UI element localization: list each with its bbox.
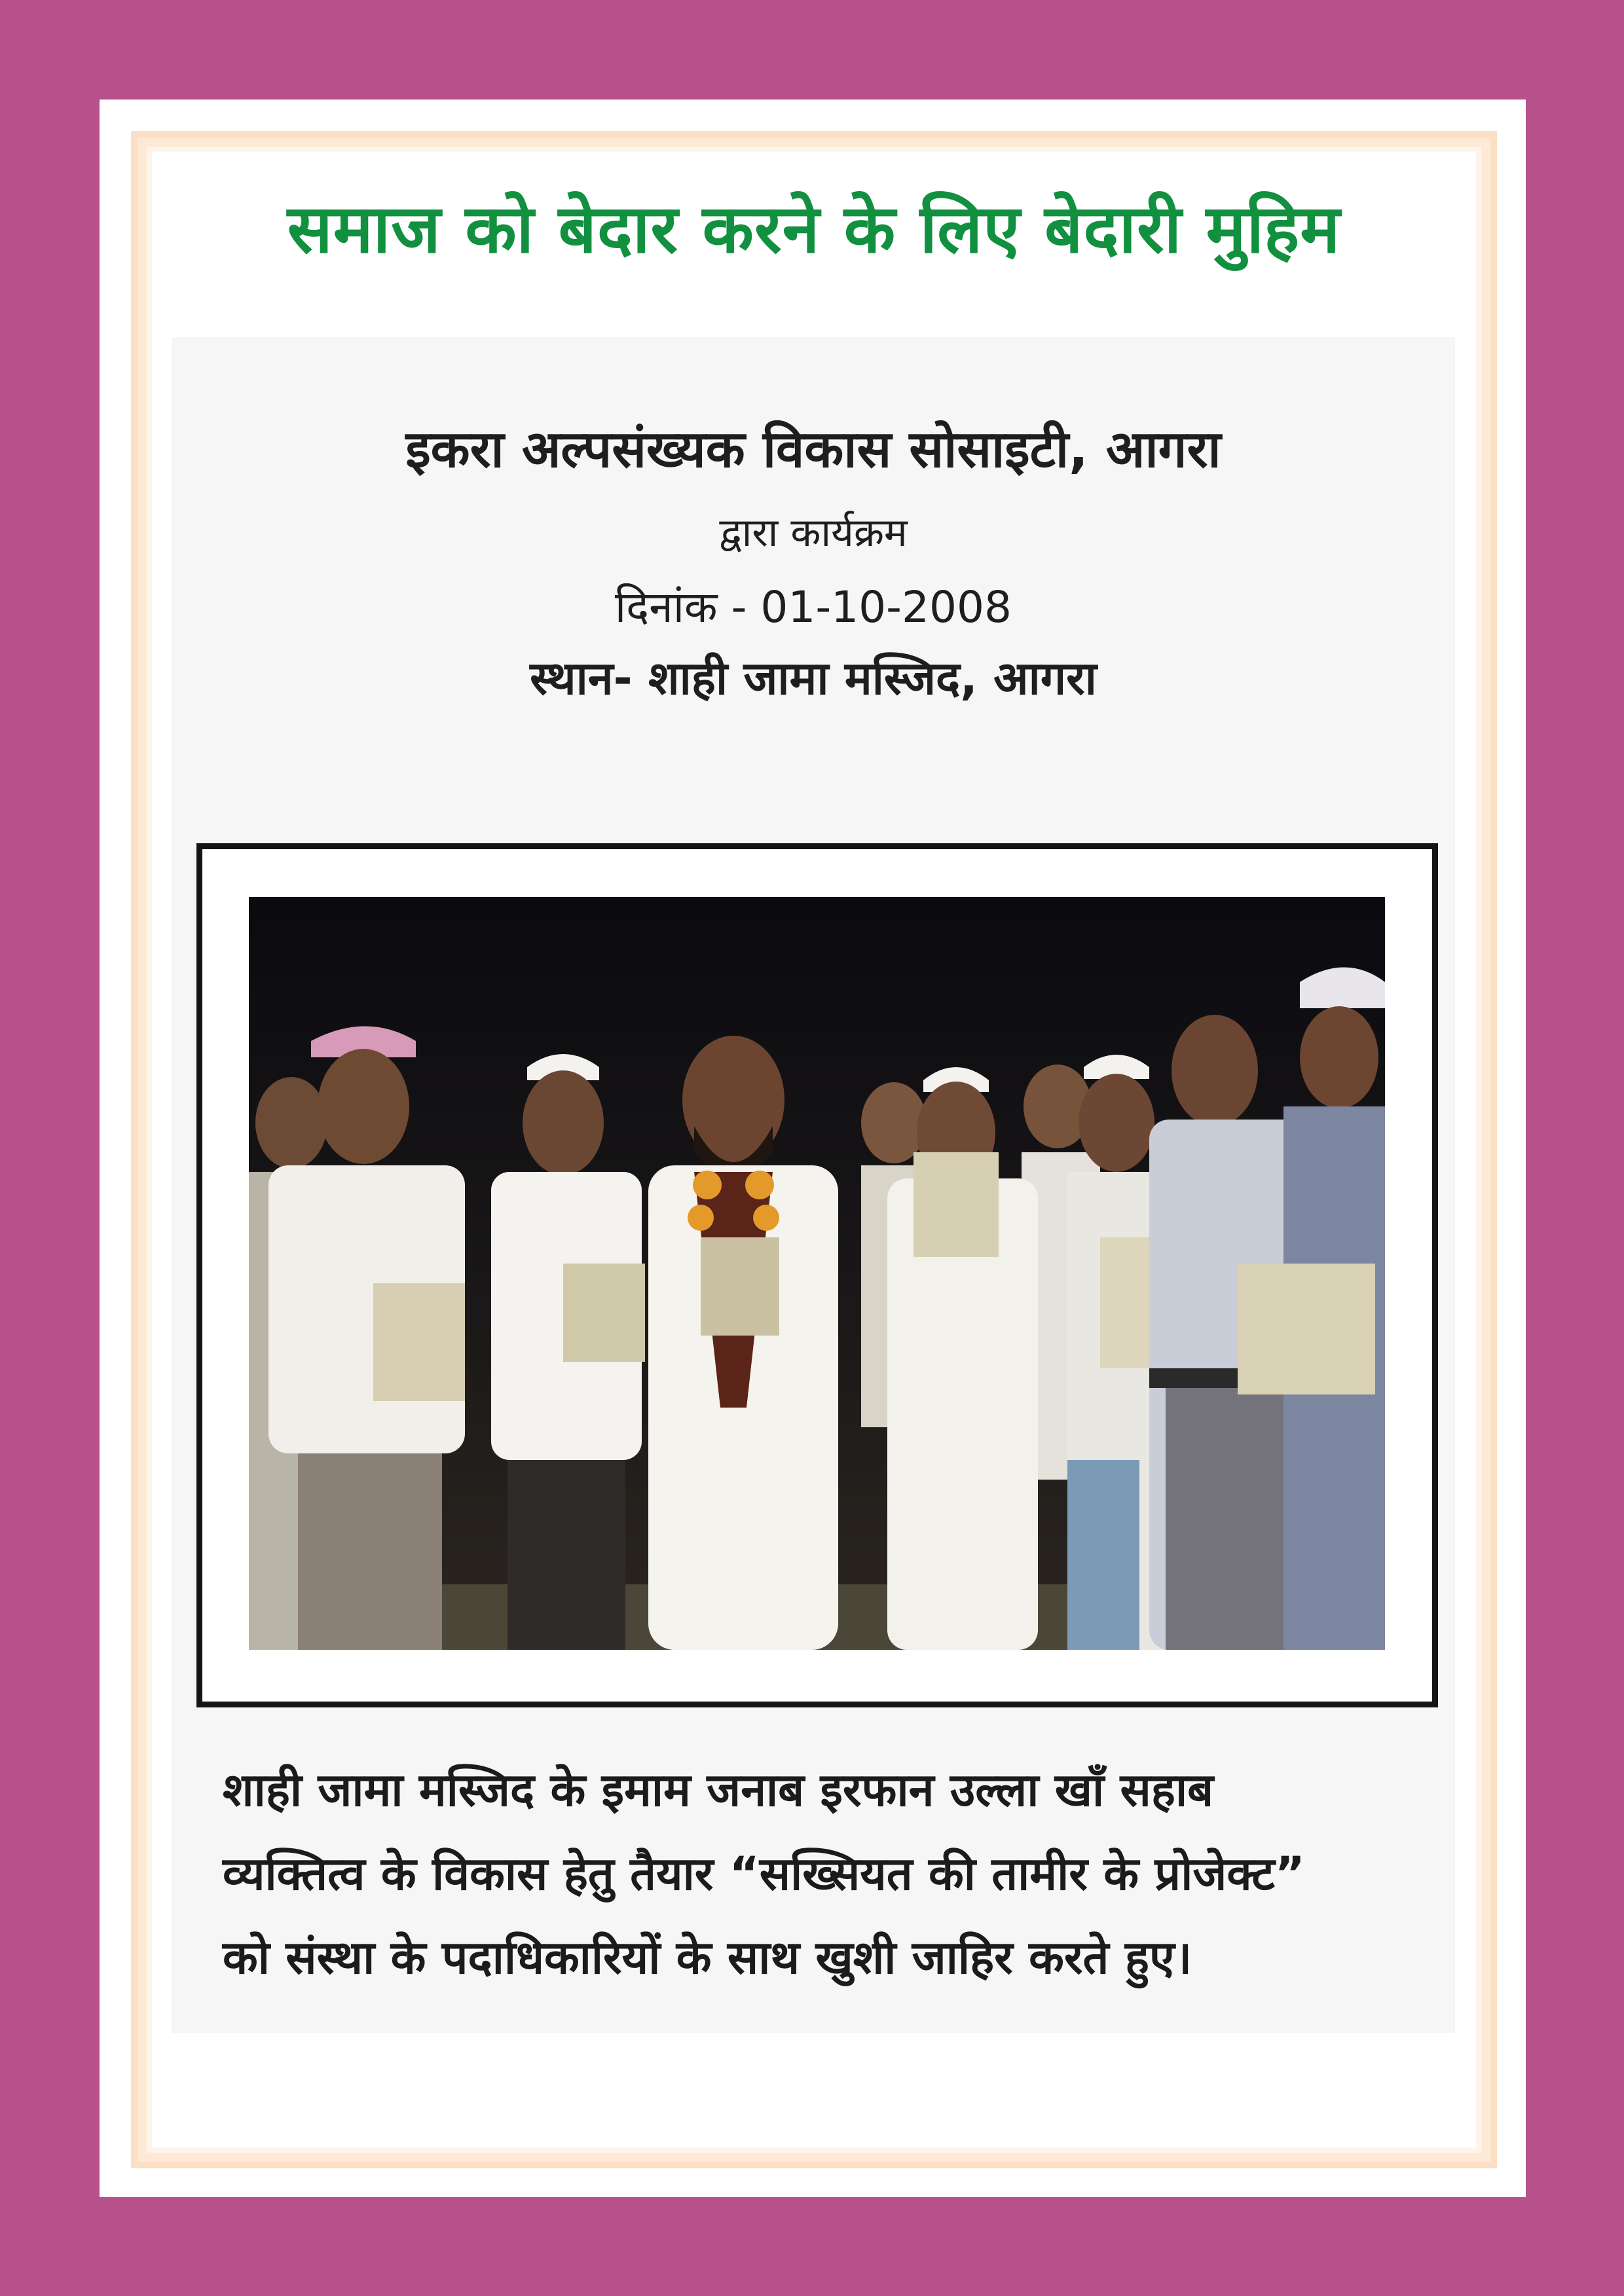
group-photo	[249, 897, 1385, 1650]
event-venue: स्थान- शाही जामा मस्जिद, आगरा	[530, 651, 1097, 705]
caption-line-2: व्यक्तित्व के विकास हेतु तैयार “सख्सियत की तामीर के प्रोजेक्ट”	[223, 1847, 1305, 1901]
caption-line-1: शाही जामा मस्जिद के इमाम जनाब इरफान उल्ला खाँ सहाब	[223, 1763, 1214, 1817]
organization-name: इकरा अल्पसंख्यक विकास सोसाइटी, आगरा	[405, 420, 1221, 479]
caption-line-3: को संस्था के पदाधिकारियों के साथ खुशी जाहिर करते हुए।	[223, 1931, 1192, 1984]
headline: समाज को बेदार करने के लिए बेदारी मुहिम	[287, 191, 1341, 268]
photo-caption	[223, 1748, 1467, 1999]
group-photo-illustration	[249, 897, 1385, 1650]
event-date: दिनांक - 01-10-2008	[615, 582, 1012, 632]
program-label: द्वारा कार्यक्रम	[719, 510, 908, 556]
